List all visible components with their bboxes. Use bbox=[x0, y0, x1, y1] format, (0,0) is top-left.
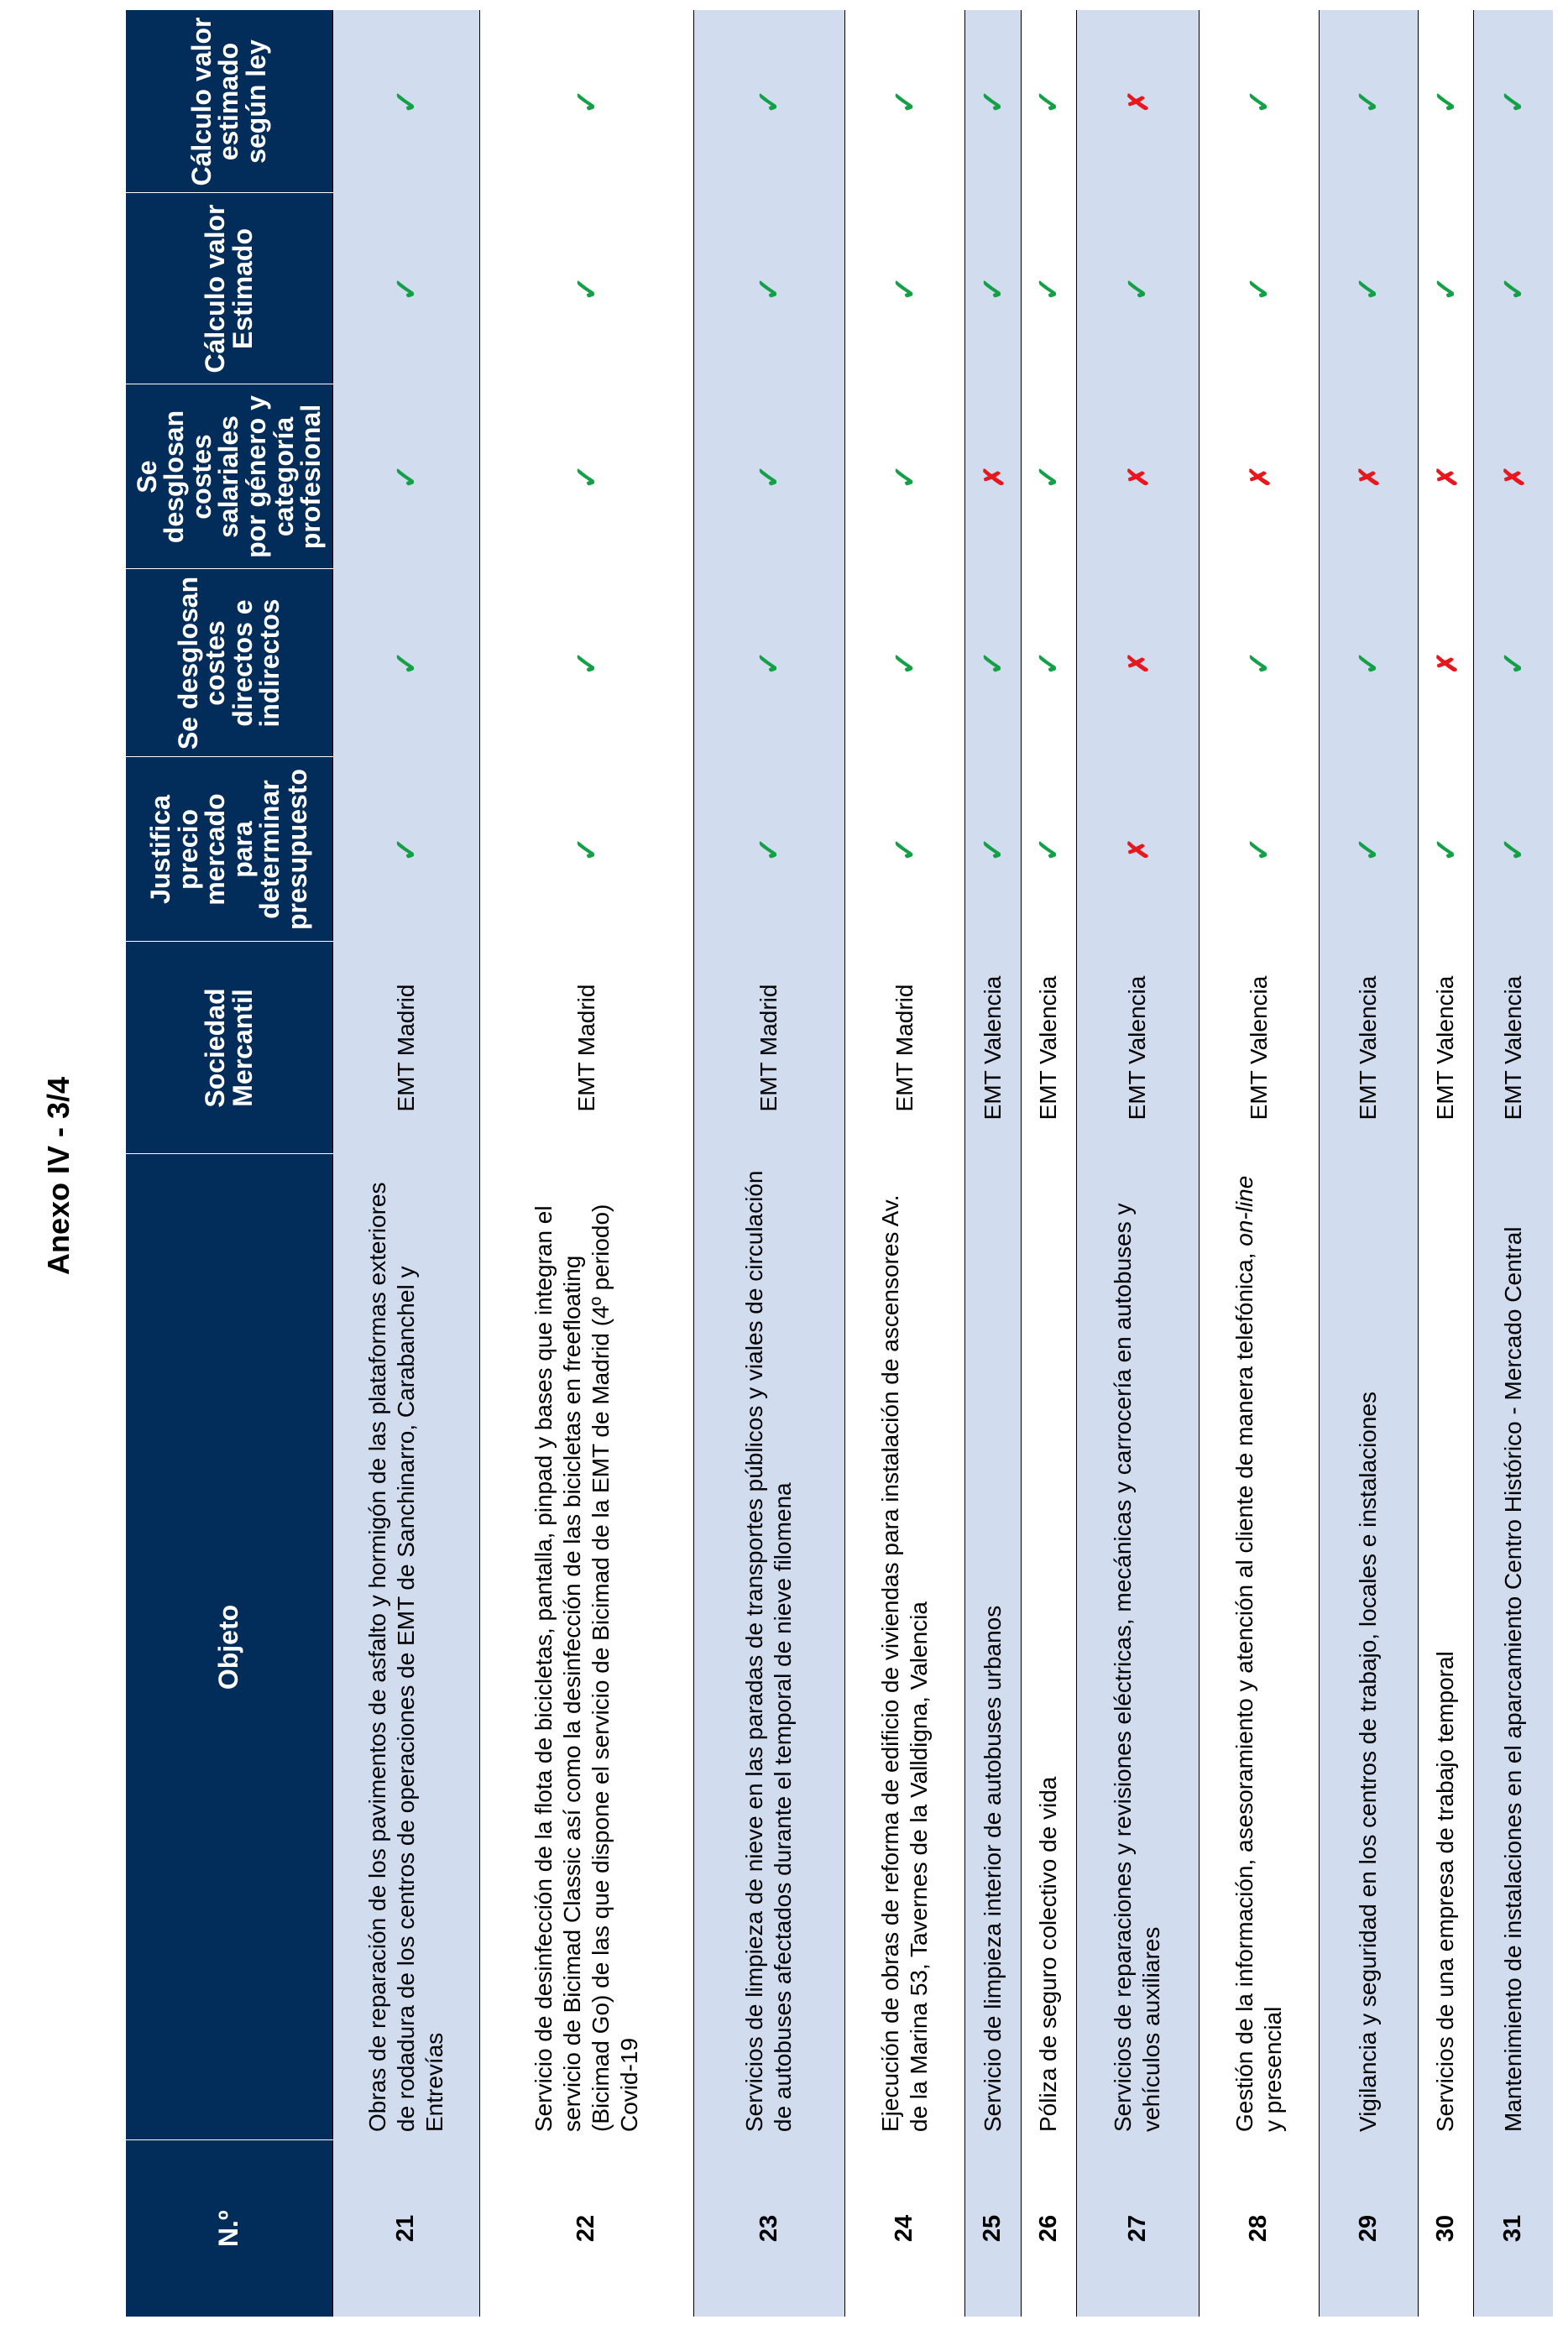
row-cell-c4 bbox=[332, 193, 480, 384]
check-icon: ✓ bbox=[1428, 88, 1463, 115]
row-cell-c5 bbox=[965, 10, 1021, 193]
cross-icon: ✗ bbox=[1499, 465, 1530, 488]
row-cell-c3 bbox=[1021, 384, 1076, 569]
objeto-part: Gestión de la información, asesoramiento y atención al cliente de manera telefónica, bbox=[1231, 1246, 1257, 2132]
row-number: 24 bbox=[844, 2140, 964, 2317]
row-cell-c3 bbox=[965, 384, 1021, 569]
cross-icon: ✗ bbox=[1431, 465, 1462, 488]
row-cell-c5 bbox=[693, 10, 844, 193]
page-title-box bbox=[8, 1076, 109, 1276]
row-number: 25 bbox=[965, 2140, 1021, 2317]
row-cell-c4 bbox=[1474, 193, 1553, 384]
row-cell-c1 bbox=[332, 757, 480, 942]
row-cell-c4 bbox=[1199, 193, 1319, 384]
row-number: 31 bbox=[1474, 2140, 1553, 2317]
check-icon: ✓ bbox=[569, 463, 604, 490]
objeto-part: y presencial bbox=[1259, 2006, 1286, 2132]
check-icon: ✓ bbox=[1031, 836, 1066, 863]
row-number: 28 bbox=[1199, 2140, 1319, 2317]
table-row bbox=[332, 10, 480, 2317]
check-icon: ✓ bbox=[751, 650, 787, 677]
row-cell-c2 bbox=[1474, 569, 1553, 757]
row-objeto: Mantenimiento de instalaciones en el aparcamiento Centro Histórico - Mercado Central bbox=[1474, 1154, 1553, 2140]
check-icon: ✓ bbox=[1428, 836, 1463, 863]
row-sociedad: EMT Valencia bbox=[1021, 942, 1076, 1154]
header-num: N.º bbox=[126, 2140, 332, 2317]
row-cell-c1 bbox=[844, 757, 964, 942]
row-cell-c1 bbox=[1320, 757, 1419, 942]
row-sociedad: EMT Valencia bbox=[1418, 942, 1473, 1154]
row-cell-c2 bbox=[332, 569, 480, 757]
row-sociedad: EMT Madrid bbox=[480, 942, 694, 1154]
row-cell-c5 bbox=[844, 10, 964, 193]
header-justifica-precio: Justifica precio mercado para determinar presupuesto bbox=[126, 757, 332, 942]
row-cell-c2 bbox=[1021, 569, 1076, 757]
check-icon: ✓ bbox=[1351, 650, 1386, 677]
check-icon: ✓ bbox=[1496, 88, 1531, 115]
row-cell-c5 bbox=[332, 10, 480, 193]
row-objeto: Servicio de limpieza interior de autobuses urbanos bbox=[965, 1154, 1021, 2140]
row-number: 22 bbox=[480, 2140, 694, 2317]
cross-icon: ✗ bbox=[1123, 838, 1154, 861]
row-cell-c5 bbox=[1076, 10, 1199, 193]
check-icon: ✓ bbox=[751, 275, 787, 302]
check-icon: ✓ bbox=[1496, 275, 1531, 302]
check-icon: ✓ bbox=[1241, 275, 1276, 302]
check-icon: ✓ bbox=[1120, 275, 1155, 302]
objeto-italic-part: on-line bbox=[1231, 1175, 1257, 1246]
header-sociedad: Sociedad Mercantil bbox=[126, 942, 332, 1154]
check-icon: ✓ bbox=[388, 836, 423, 863]
cross-icon: ✗ bbox=[978, 465, 1009, 488]
row-cell-c1 bbox=[1076, 757, 1199, 942]
check-icon: ✓ bbox=[1351, 836, 1386, 863]
row-cell-c4 bbox=[1021, 193, 1076, 384]
header-valor-estimado: Cálculo valor Estimado bbox=[126, 193, 332, 384]
row-number: 30 bbox=[1418, 2140, 1473, 2317]
row-cell-c4 bbox=[693, 193, 844, 384]
row-cell-c5 bbox=[1021, 10, 1076, 193]
row-number: 21 bbox=[332, 2140, 480, 2317]
check-icon: ✓ bbox=[569, 275, 604, 302]
annex-table bbox=[126, 10, 1553, 2317]
header-objeto: Objeto bbox=[126, 1154, 332, 2140]
check-icon: ✓ bbox=[887, 836, 923, 863]
table-body bbox=[332, 10, 1553, 2317]
row-objeto: Ejecución de obras de reforma de edificio de viviendas para instalación de ascensores Av. de la Marina 53, Tavernes de la Valldigna, Valencia bbox=[844, 1154, 964, 2140]
row-cell-c4 bbox=[1320, 193, 1419, 384]
row-cell-c4 bbox=[1418, 193, 1473, 384]
row-cell-c2 bbox=[1418, 569, 1473, 757]
row-cell-c3 bbox=[1076, 384, 1199, 569]
row-cell-c4 bbox=[965, 193, 1021, 384]
check-icon: ✓ bbox=[1031, 650, 1066, 677]
row-cell-c3 bbox=[1418, 384, 1473, 569]
row-sociedad: EMT Madrid bbox=[332, 942, 480, 1154]
cross-icon: ✗ bbox=[1123, 90, 1154, 113]
table-row bbox=[1474, 10, 1553, 2317]
check-icon: ✓ bbox=[569, 836, 604, 863]
cross-icon: ✗ bbox=[1123, 465, 1154, 488]
row-number: 29 bbox=[1320, 2140, 1419, 2317]
row-cell-c1 bbox=[1021, 757, 1076, 942]
row-cell-c4 bbox=[1076, 193, 1199, 384]
row-objeto: Vigilancia y seguridad en los centros de trabajo, locales e instalaciones bbox=[1320, 1154, 1419, 2140]
check-icon: ✓ bbox=[569, 650, 604, 677]
row-cell-c2 bbox=[844, 569, 964, 757]
check-icon: ✓ bbox=[887, 650, 923, 677]
header-valor-estimado-ley: Cálculo valor estimado según ley bbox=[126, 10, 332, 193]
row-sociedad: EMT Madrid bbox=[693, 942, 844, 1154]
row-cell-c5 bbox=[1199, 10, 1319, 193]
check-icon: ✓ bbox=[1241, 836, 1276, 863]
row-cell-c3 bbox=[1199, 384, 1319, 569]
row-cell-c1 bbox=[965, 757, 1021, 942]
row-cell-c5 bbox=[480, 10, 694, 193]
cross-icon: ✗ bbox=[1244, 465, 1275, 488]
row-sociedad: EMT Madrid bbox=[844, 942, 964, 1154]
check-icon: ✓ bbox=[1031, 275, 1066, 302]
check-icon: ✓ bbox=[388, 463, 423, 490]
row-objeto: Servicios de una empresa de trabajo temporal bbox=[1418, 1154, 1473, 2140]
row-cell-c1 bbox=[1418, 757, 1473, 942]
row-objeto: Servicios de limpieza de nieve en las paradas de transportes públicos y viales de circulación de autobuses afectados durante el temporal de nieve filomena bbox=[693, 1154, 844, 2140]
row-cell-c3 bbox=[480, 384, 694, 569]
check-icon: ✓ bbox=[1351, 88, 1386, 115]
check-icon: ✓ bbox=[1428, 275, 1463, 302]
row-cell-c3 bbox=[1320, 384, 1419, 569]
row-cell-c2 bbox=[1320, 569, 1419, 757]
row-cell-c5 bbox=[1418, 10, 1473, 193]
row-sociedad: EMT Valencia bbox=[965, 942, 1021, 1154]
table-row bbox=[1021, 10, 1076, 2317]
row-number: 27 bbox=[1076, 2140, 1199, 2317]
row-sociedad: EMT Valencia bbox=[1320, 942, 1419, 1154]
row-cell-c3 bbox=[693, 384, 844, 569]
row-cell-c1 bbox=[480, 757, 694, 942]
check-icon: ✓ bbox=[887, 463, 923, 490]
row-sociedad: EMT Valencia bbox=[1076, 942, 1199, 1154]
row-cell-c2 bbox=[693, 569, 844, 757]
row-cell-c2 bbox=[965, 569, 1021, 757]
row-sociedad: EMT Valencia bbox=[1474, 942, 1553, 1154]
row-objeto: Servicio de desinfección de la flota de bicicletas, pantalla, pinpad y bases que integran el servicio de Bicimad Classic así como la desinfección de las bicicletas en freefloating (Bicimad Go) de las que dispone el servicio de Bicimad de la EMT de Madrid (4º periodo) Covid-19 bbox=[480, 1154, 694, 2140]
check-icon: ✓ bbox=[569, 88, 604, 115]
check-icon: ✓ bbox=[1496, 836, 1531, 863]
row-sociedad: EMT Valencia bbox=[1199, 942, 1319, 1154]
row-cell-c1 bbox=[693, 757, 844, 942]
check-icon: ✓ bbox=[975, 88, 1010, 115]
table-row bbox=[1418, 10, 1473, 2317]
check-icon: ✓ bbox=[751, 836, 787, 863]
header-costes-salariales: Se desglosan costes salariales por género y categoría profesional bbox=[126, 384, 332, 569]
header-row bbox=[126, 10, 332, 2317]
row-cell-c3 bbox=[1474, 384, 1553, 569]
check-icon: ✓ bbox=[1241, 88, 1276, 115]
check-icon: ✓ bbox=[975, 650, 1010, 677]
check-icon: ✓ bbox=[388, 650, 423, 677]
check-icon: ✓ bbox=[887, 275, 923, 302]
check-icon: ✓ bbox=[751, 88, 787, 115]
check-icon: ✓ bbox=[388, 88, 423, 115]
row-cell-c4 bbox=[844, 193, 964, 384]
row-objeto bbox=[1199, 1154, 1319, 2140]
check-icon: ✓ bbox=[1031, 88, 1066, 115]
row-cell-c5 bbox=[1320, 10, 1419, 193]
table-row bbox=[480, 10, 694, 2317]
cross-icon: ✗ bbox=[1123, 651, 1154, 675]
check-icon: ✓ bbox=[388, 275, 423, 302]
header-costes-directos: Se desglosan costes directos e indirectos bbox=[126, 569, 332, 757]
table-row bbox=[1199, 10, 1319, 2317]
check-icon: ✓ bbox=[975, 836, 1010, 863]
table-row bbox=[1076, 10, 1199, 2317]
check-icon: ✓ bbox=[887, 88, 923, 115]
row-cell-c5 bbox=[1474, 10, 1553, 193]
row-cell-c1 bbox=[1474, 757, 1553, 942]
rotated-table-wrapper bbox=[126, 10, 1553, 2317]
check-icon: ✓ bbox=[1241, 650, 1276, 677]
table-row bbox=[844, 10, 964, 2317]
row-cell-c4 bbox=[480, 193, 694, 384]
row-number: 23 bbox=[693, 2140, 844, 2317]
page-title: Anexo IV - 3/4 bbox=[41, 1076, 76, 1276]
row-objeto: Póliza de seguro colectivo de vida bbox=[1021, 1154, 1076, 2140]
cross-icon: ✗ bbox=[1354, 465, 1385, 488]
table-row bbox=[693, 10, 844, 2317]
table-row bbox=[1320, 10, 1419, 2317]
row-objeto: Obras de reparación de los pavimentos de asfalto y hormigón de las plataformas exteriores de rodadura de los centros de operaciones de EMT de Sanchinarro, Carabanchel y Entrevías bbox=[332, 1154, 480, 2140]
row-cell-c1 bbox=[1199, 757, 1319, 942]
row-cell-c3 bbox=[844, 384, 964, 569]
row-cell-c3 bbox=[332, 384, 480, 569]
check-icon: ✓ bbox=[751, 463, 787, 490]
row-objeto: Servicios de reparaciones y revisiones eléctricas, mecánicas y carrocería en autobuses y vehículos auxiliares bbox=[1076, 1154, 1199, 2140]
row-cell-c2 bbox=[1076, 569, 1199, 757]
row-number: 26 bbox=[1021, 2140, 1076, 2317]
row-cell-c2 bbox=[480, 569, 694, 757]
check-icon: ✓ bbox=[1031, 463, 1066, 490]
row-cell-c2 bbox=[1199, 569, 1319, 757]
table-row bbox=[965, 10, 1021, 2317]
cross-icon: ✗ bbox=[1431, 651, 1462, 675]
check-icon: ✓ bbox=[1496, 650, 1531, 677]
check-icon: ✓ bbox=[975, 275, 1010, 302]
check-icon: ✓ bbox=[1351, 275, 1386, 302]
